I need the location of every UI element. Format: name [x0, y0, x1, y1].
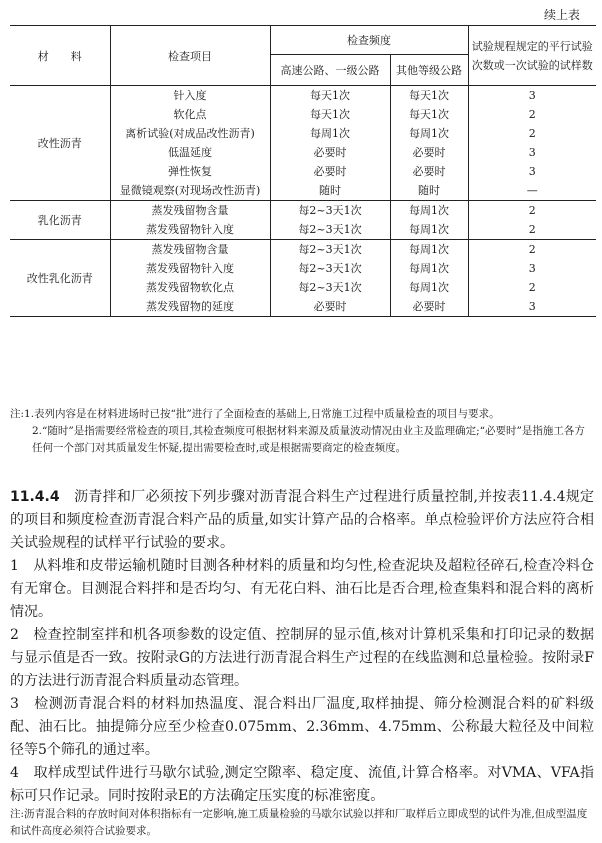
item-cell: 弹性恢复	[110, 162, 270, 181]
material-cell: 改性乳化沥青	[10, 240, 110, 317]
footnote: 注:沥青混合料的存放时间对体积指标有一定影响,施工质量检验的马歇尔试验以拌和厂取样后立即成型的试件为准,但成型温度和试件高度必须符合试验要求。	[10, 808, 588, 837]
section-paragraph	[10, 486, 594, 555]
freq-high-cell: 每2~3天1次	[270, 201, 390, 221]
header-freq-highway: 高速公路、一级公路	[270, 55, 390, 86]
item-cell: 蒸发残留物针入度	[110, 220, 270, 240]
step-2: 2 检查控制室拌和机各项参数的设定值、控制屏的显示值,核对计算机采集和打印记录的数据与显示值是否一致。按附录G的方法进行沥青混合料生产过程的在线监测和总量检验。按附录F的方法进行沥青混合料质量动态管理。	[10, 627, 594, 689]
freq-other-cell: 每周1次	[390, 201, 468, 221]
sample-count-cell: 2	[468, 124, 596, 143]
sample-count-cell: 2	[468, 201, 596, 221]
freq-other-cell: 每周1次	[390, 124, 468, 143]
header-sample-count	[468, 26, 596, 86]
freq-other-cell: 必要时	[390, 162, 468, 181]
item-cell: 蒸发残留物针入度	[110, 259, 270, 278]
freq-high-cell: 每2~3天1次	[270, 259, 390, 278]
sample-count-cell: 2	[468, 105, 596, 124]
freq-high-cell: 每2~3天1次	[270, 240, 390, 260]
freq-other-cell: 每天1次	[390, 86, 468, 106]
item-cell: 蒸发残留物软化点	[110, 278, 270, 297]
section-body	[10, 486, 594, 808]
freq-high-cell: 必要时	[270, 297, 390, 317]
header-sample-count-line1: 试验规程规定的平行试验	[471, 39, 593, 53]
freq-high-cell: 必要时	[270, 162, 390, 181]
freq-other-cell: 每周1次	[390, 278, 468, 297]
sample-count-cell: 2	[468, 240, 596, 260]
freq-high-cell: 每天1次	[270, 86, 390, 106]
sample-count-cell: 3	[468, 297, 596, 317]
sample-count-cell: 3	[468, 259, 596, 278]
material-cell: 改性沥青	[37, 136, 82, 150]
freq-high-cell: 随时	[270, 181, 390, 201]
item-cell: 软化点	[110, 105, 270, 124]
header-freq-other: 其他等级公路	[390, 55, 468, 86]
header-frequency: 检查频度	[270, 26, 468, 55]
sample-count-cell: 3	[468, 143, 596, 162]
item-cell: 蒸发残留物含量	[110, 240, 270, 260]
header-sample-count-line2: 次数或一次试验的试样数	[471, 58, 593, 72]
group-emulsified-asphalt	[10, 201, 596, 240]
freq-high-cell: 每2~3天1次	[270, 220, 390, 240]
item-cell: 针入度	[110, 86, 270, 106]
table-notes	[10, 406, 592, 457]
item-cell: 低温延度	[110, 143, 270, 162]
table-row	[10, 201, 596, 221]
note-2: 2.“随时”是指需要经常检查的项目,其检查频度可根据材料来源及质量波动情况由业主及监理确定;“必要时”是指施工各方任何一个部门对其质量发生怀疑,提出需要检查时,或是根据需要商定的检查频度。	[32, 425, 585, 454]
freq-other-cell: 每天1次	[390, 105, 468, 124]
group-modified-emulsified-asphalt	[10, 240, 596, 317]
item-cell: 离析试验(对成品改性沥青)	[110, 124, 270, 143]
sample-count-cell: 2	[468, 220, 596, 240]
step-3: 3 检测沥青混合料的材料加热温度、混合料出厂温度,取样抽提、筛分检测混合料的矿料级配、油石比。抽提筛分应至少检查0.075mm、2.36mm、4.75mm、公称最大粒径及中间粒径等5个筛孔的通过率。	[10, 696, 594, 758]
freq-other-cell: 随时	[390, 181, 468, 201]
step-4: 4 取样成型试件进行马歇尔试验,测定空隙率、稳定度、流值,计算合格率。对VMA、VFA指标可只作记录。同时按附录E的方法确定压实度的标准密度。	[10, 765, 594, 804]
inspection-table	[10, 25, 596, 317]
step-1: 1 从料堆和皮带运输机随时目测各种材料的质量和均匀性,检查泥块及超粒径碎石,检查冷料仓有无窜仓。目测混合料拌和是否均匀、有无花白料、油石比是否合理,检查集料和混合料的离析情况。	[10, 558, 594, 620]
freq-other-cell: 必要时	[390, 297, 468, 317]
item-cell: 蒸发残留物的延度	[110, 297, 270, 317]
freq-other-cell: 每周1次	[390, 240, 468, 260]
item-cell: 蒸发残留物含量	[110, 201, 270, 221]
table-row	[10, 86, 596, 106]
item-cell: 显微镜观察(对现场改性沥青)	[110, 181, 270, 201]
freq-other-cell: 每周1次	[390, 259, 468, 278]
table-row	[10, 240, 596, 260]
freq-high-cell: 每天1次	[270, 105, 390, 124]
section-intro: 沥青拌和厂必须按下列步骤对沥青混合料生产过程进行质量控制,并按表11.4.4规定的项目和频度检查沥青混合料产品的质量,如实计算产品的合格率。单点检验评价方法应符合相关试验规程的试样平行试验的要求。	[10, 489, 595, 551]
note-1: 注:1.表列内容是在材料进场时已按“批”进行了全面检查的基础上,日常施工过程中质量检查的项目与要求。	[10, 408, 500, 420]
header-material: 材 料	[10, 26, 110, 86]
group-modified-asphalt	[10, 86, 596, 201]
material-cell: 乳化沥青	[10, 201, 110, 240]
freq-high-cell: 必要时	[270, 143, 390, 162]
sample-count-cell: 3	[468, 162, 596, 181]
freq-other-cell: 必要时	[390, 143, 468, 162]
header-item: 检查项目	[110, 26, 270, 86]
continued-label: 续上表	[543, 8, 580, 22]
freq-high-cell: 每周1次	[270, 124, 390, 143]
sample-count-cell: 2	[468, 278, 596, 297]
sample-count-cell: —	[468, 181, 596, 201]
section-number: 11.4.4	[10, 489, 60, 505]
sample-count-cell: 3	[468, 86, 596, 106]
freq-high-cell: 每2~3天1次	[270, 278, 390, 297]
freq-other-cell: 每周1次	[390, 220, 468, 240]
